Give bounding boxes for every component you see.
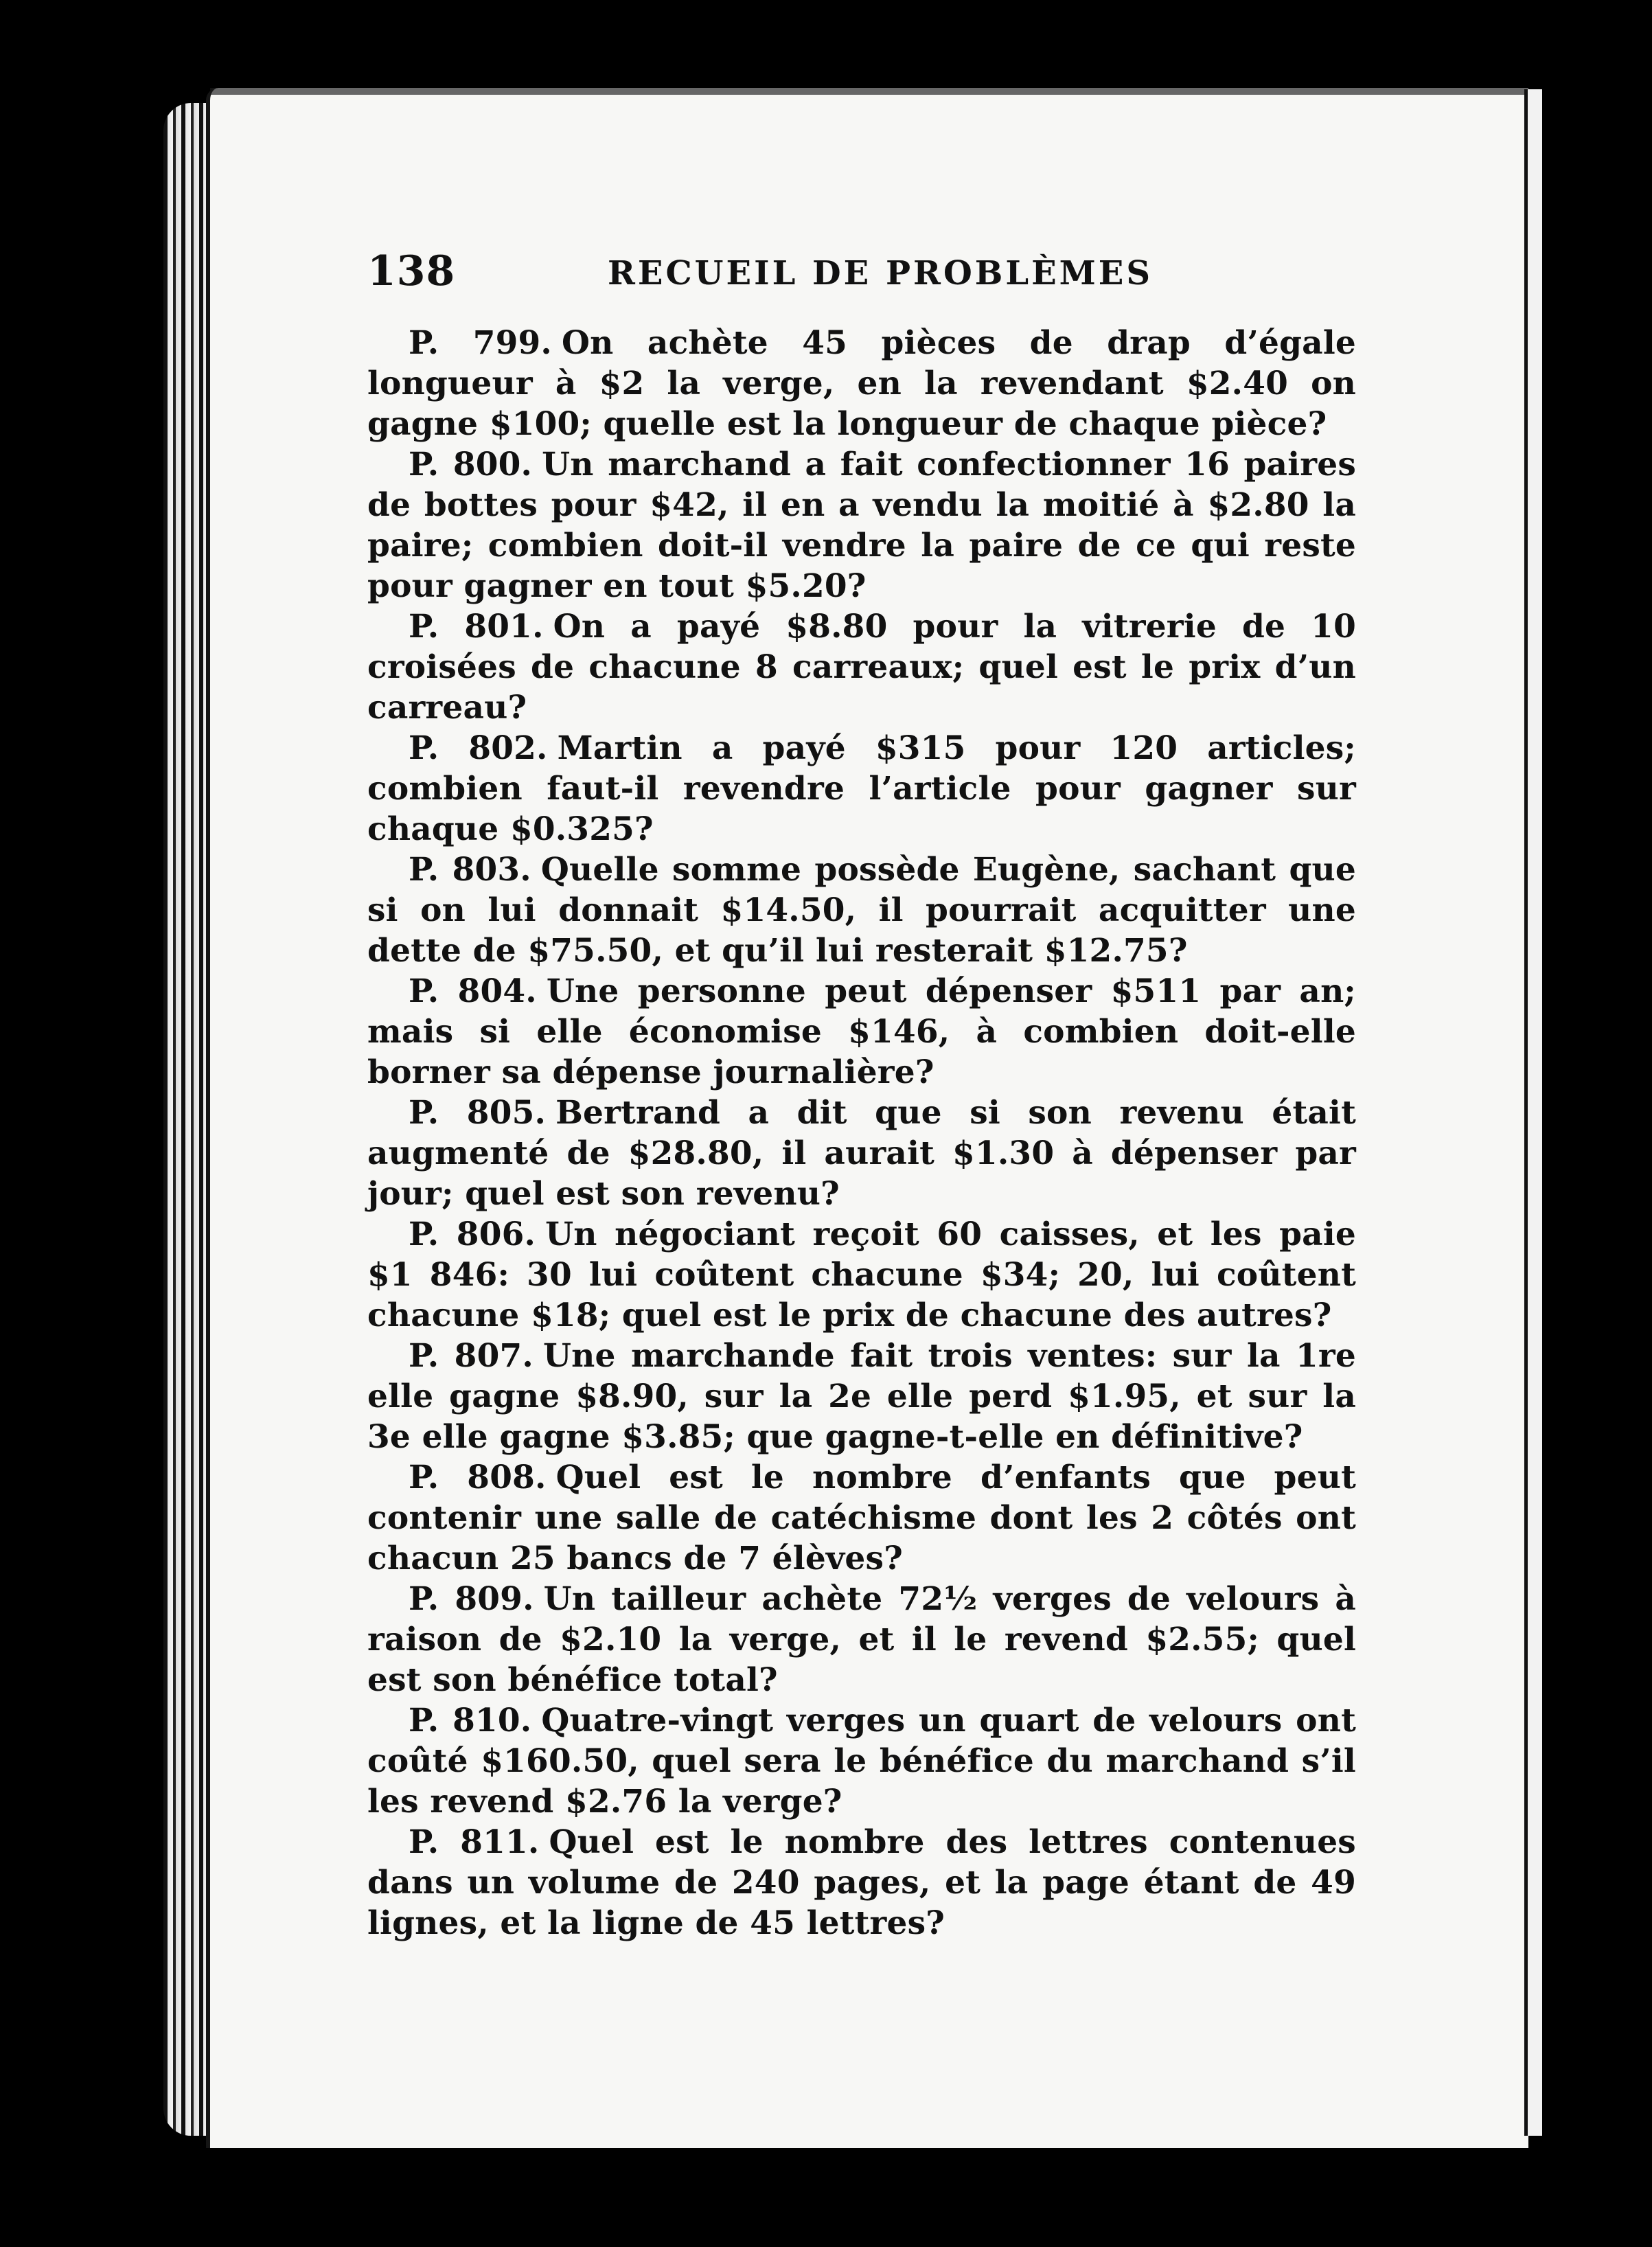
- problem-text: On achète 45 pièces de drap d’égale longueur à $2 la verge, en la revendant $2.40 on gagne $100; quelle est la longueur de chaque pièce?: [367, 324, 1356, 443]
- problem-number: P. 808.: [409, 1459, 547, 1496]
- problem-item: [367, 1457, 1356, 1579]
- running-title: RECUEIL DE PROBLÈMES: [608, 254, 1154, 293]
- page-number: 138: [367, 247, 456, 295]
- problem-text: Martin a payé $315 pour 120 articles; combien faut-il revendre l’article pour gagner sur chaque $0.325?: [367, 729, 1356, 848]
- problem-text: Une personne peut dépenser $511 par an; mais si elle économise $146, à combien doit-elle borner sa dépense journalière?: [367, 972, 1356, 1091]
- problem-list: [367, 323, 1356, 1943]
- problem-number: P. 804.: [409, 972, 537, 1010]
- problem-item: [367, 971, 1356, 1093]
- problem-item: [367, 1336, 1356, 1457]
- problem-text: Un marchand a fait confectionner 16 paires de bottes pour $42, il en a vendu la moitié à $2.80 la paire; combien doit-il vendre la paire de ce qui reste pour gagner en tout $5.20?: [367, 446, 1356, 605]
- problem-number: P. 811.: [409, 1823, 540, 1861]
- problem-number: P. 805.: [409, 1094, 547, 1132]
- problem-item: [367, 444, 1356, 606]
- problem-number: P. 810.: [409, 1702, 532, 1740]
- problem-text: Une marchande fait trois ventes: sur la 1re elle gagne $8.90, sur la 2e elle perd $1.95, et sur la 3e elle gagne $3.85; que gagne-t-elle en définitive?: [367, 1337, 1356, 1456]
- problem-number: P. 809.: [409, 1580, 534, 1618]
- page-content: [367, 247, 1356, 1943]
- problem-number: P. 801.: [409, 608, 544, 646]
- problem-item: [367, 1700, 1356, 1822]
- problem-item: [367, 1093, 1356, 1214]
- problem-item: [367, 1214, 1356, 1336]
- problem-item: [367, 606, 1356, 728]
- page-header: [367, 247, 1356, 323]
- problem-text: Quel est le nombre d’enfants que peut contenir une salle de catéchisme dont les 2 côtés ont chacun 25 bancs de 7 élèves?: [367, 1459, 1356, 1577]
- problem-number: P. 800.: [409, 446, 533, 483]
- problem-item: [367, 1822, 1356, 1943]
- facing-page-shadow: [1542, 89, 1652, 2136]
- problem-text: Un tailleur achète 72½ verges de velours à raison de $2.10 la verge, et il le revend $2.55; quel est son bénéfice total?: [367, 1580, 1356, 1699]
- problem-text: Quatre-vingt verges un quart de velours ont coûté $160.50, quel sera le bénéfice du marchand s’il les revend $2.76 la verge?: [367, 1702, 1356, 1821]
- problem-text: Quelle somme possède Eugène, sachant que si on lui donnait $14.50, il pourrait acquitter une dette de $75.50, et qu’il lui resterait $12.75?: [367, 851, 1356, 970]
- problem-text: On a payé $8.80 pour la vitrerie de 10 croisées de chacune 8 carreaux; quel est le prix d’un carreau?: [367, 608, 1356, 727]
- problem-text: Un négociant reçoit 60 caisses, et les paie $1 846: 30 lui coûtent chacune $34; 20, lui coûtent chacune $18; quel est le prix de chacune des autres?: [367, 1216, 1356, 1334]
- problem-number: P. 803.: [409, 851, 531, 889]
- problem-number: P. 799.: [409, 324, 552, 362]
- problem-item: [367, 728, 1356, 849]
- problem-item: [367, 849, 1356, 971]
- problem-item: [367, 323, 1356, 444]
- problem-number: P. 806.: [409, 1216, 536, 1253]
- problem-number: P. 807.: [409, 1337, 534, 1375]
- problem-item: [367, 1579, 1356, 1700]
- problem-text: Bertrand a dit que si son revenu était augmenté de $28.80, il aurait $1.30 à dépenser par jour; quel est son revenu?: [367, 1094, 1356, 1213]
- problem-number: P. 802.: [409, 729, 548, 767]
- problem-text: Quel est le nombre des lettres contenues dans un volume de 240 pages, et la page étant de 49 lignes, et la ligne de 45 lettres?: [367, 1823, 1356, 1942]
